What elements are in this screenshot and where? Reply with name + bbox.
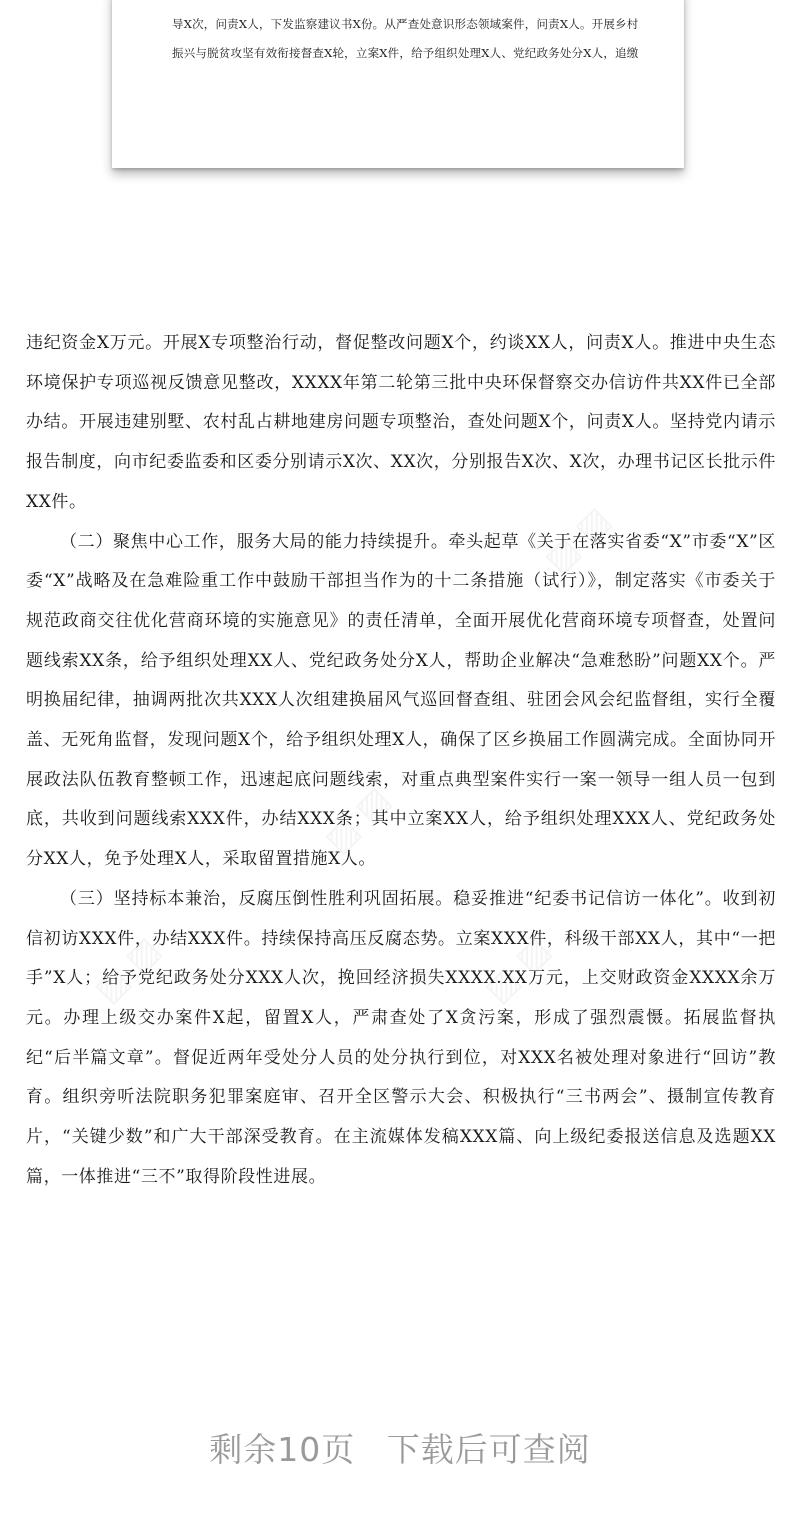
remaining-pages-note[interactable]: 剩余10页 下载后可查阅 [209, 1430, 591, 1469]
document-body [26, 324, 776, 1197]
paragraph-section-three: （三）坚持标本兼治，反腐压倒性胜利巩固拓展。稳妥推进“纪委书记信访一体化”。收到初信初访XXX件，办结XXX件。持续保持高压反腐态势。立案XXX件，科级干部XX人，其中“一把手”X人；给予党纪政务处分XXX人次，挽回经济损失XXXX.XX万元，上交财政资金XXXX余万元。办理上级交办案件X起，留置X人，严肃查处了X贪污案，形成了强烈震慑。拓展监督执纪“后半篇文章”。督促近两年受处分人员的处分执行到位，对XXX名被处理对象进行“回访”教育。组织旁听法院职务犯罪案庭审、召开全区警示大会、积极执行“三书两会”、摄制宣传教育片，“关键少数”和广大干部深受教育。在主流媒体发稿XXX篇、向上级纪委报送信息及选题XX篇，一体推进“三不”取得阶段性进展。 [26, 888, 776, 1187]
preview-line: 振兴与脱贫攻坚有效衔接督查X轮，立案X件，给予组织处理X人、党纪政务处分X人，追缴 [172, 46, 639, 60]
page-preview-text [172, 10, 642, 68]
paragraph-section-two: （二）聚焦中心工作，服务大局的能力持续提升。牵头起草《关于在落实省委“X”市委“X”区委“X”战略及在急难险重工作中鼓励干部担当作为的十二条措施（试行）》，制定落实《市委关于规范政商交往优化营商环境的实施意见》的责任清单，全面开展优化营商环境专项督查，处置问题线索XX条，给予组织处理XX人、党纪政务处分X人，帮助企业解决“急难愁盼”问题XX个。严明换届纪律，抽调两批次共XXX人次组建换届风气巡回督查组、驻团会风会纪监督组，实行全覆盖、无死角监督，发现问题X个，给予组织处理X人，确保了区乡换届工作圆满完成。全面协同开展政法队伍教育整顿工作，迅速起底问题线索，对重点典型案件实行一案一领导一组人员一包到底，共收到问题线索XXX件，办结XXX条；其中立案XX人，给予组织处理XXX人、党纪政务处分XX人，免予处理X人，采取留置措施X人。 [26, 531, 776, 870]
preview-line: 导X次，问责X人，下发监察建议书X份。从严查处意识形态领域案件，问责X人。开展乡村 [172, 17, 639, 31]
paragraph-continuation: 违纪资金X万元。开展X专项整治行动，督促整改问题X个，约谈XX人，问责X人。推进中央生态环境保护专项巡视反馈意见整改，XXXX年第二轮第三批中央环保督察交办信访件共XX件已全部办结。开展违建别墅、农村乱占耕地建房问题专项整治，查处问题X个，问责X人。坚持党内请示报告制度，向市纪委监委和区委分别请示X次、XX次，分别报告X次、X次，办理书记区长批示件XX件。 [26, 333, 776, 512]
page-preview-card [112, 0, 684, 168]
